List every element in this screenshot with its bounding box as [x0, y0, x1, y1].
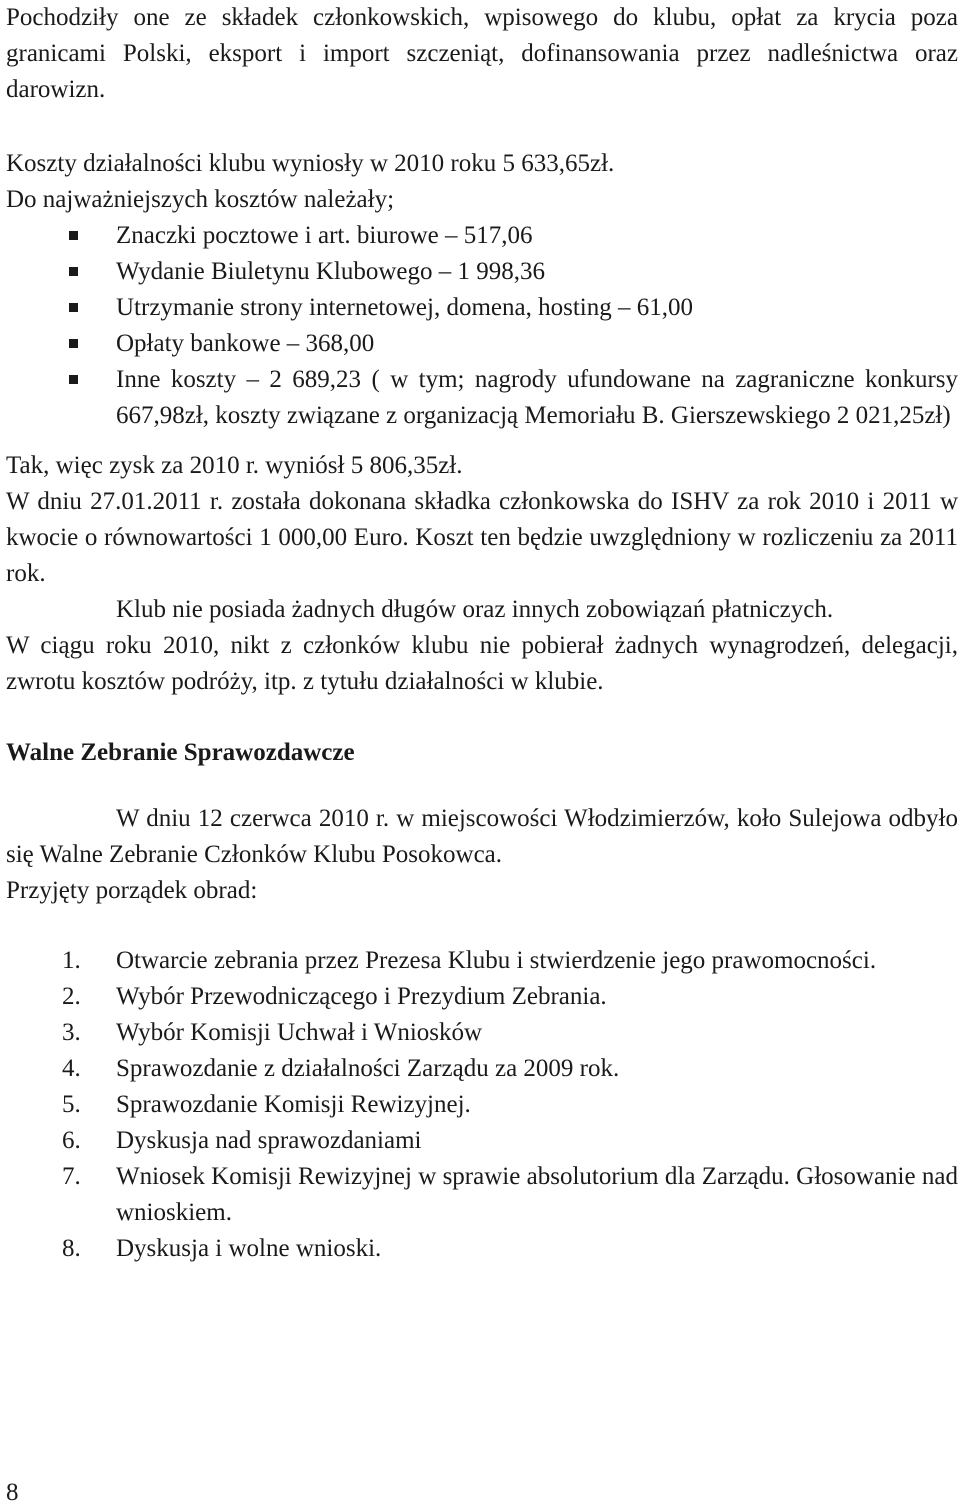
list-item [6, 1231, 958, 1267]
list-item [6, 1123, 958, 1159]
list-item [6, 362, 958, 434]
costs-total: Koszty działalności klubu wyniosły w 2010 roku 5 633,65zł. [6, 150, 615, 177]
list-item-number: 2. [62, 983, 81, 1010]
meeting-intro: W dniu 12 czerwca 2010 r. w miejscowości Włodzimierzów, koło Sulejowa odbyło się Walne Zebranie Członków Klubu Posokowca. [6, 805, 958, 868]
list-item [6, 290, 958, 326]
list-item-text: Dyskusja i wolne wnioski. [116, 1235, 382, 1262]
fee-paragraph: W dniu 27.01.2011 r. została dokonana składka członkowska do ISHV za rok 2010 i 2011 w kwocie o równowartości 1 000,00 Euro. Koszt ten będzie uwzględniony w rozliczeniu za 2011 rok. [6, 488, 958, 587]
list-item-text: Wybór Komisji Uchwał i Wniosków [116, 1019, 483, 1046]
list-item-text: Sprawozdanie z działalności Zarządu za 2009 rok. [116, 1055, 620, 1082]
list-item [6, 1051, 958, 1087]
list-item-text: Otwarcie zebrania przez Prezesa Klubu i stwierdzenie jego prawomocności. [116, 947, 877, 974]
list-item-text: Wydanie Biuletynu Klubowego – 1 998,36 [116, 258, 545, 285]
remuneration-paragraph: W ciągu roku 2010, nikt z członków klubu nie pobierał żadnych wynagrodzeń, delegacji, zwrotu kosztów podróży, itp. z tytułu działalności w klubie. [6, 632, 958, 695]
agenda-label: Przyjęty porządek obrad: [6, 877, 258, 904]
list-item [6, 1087, 958, 1123]
list-item-text: Inne koszty – 2 689,23 ( w tym; nagrody ufundowane na zagraniczne konkursy 667,98zł, koszty związane z organizacją Memoriału B. Gierszewskiego 2 021,25zł) [116, 366, 958, 429]
list-item-text: Znaczki pocztowe i art. biurowe – 517,06 [116, 222, 533, 249]
list-item [6, 1015, 958, 1051]
section-heading: Walne Zebranie Sprawozdawcze [6, 739, 355, 766]
list-item [6, 326, 958, 362]
list-item-text: Opłaty bankowe – 368,00 [116, 330, 375, 357]
intro-paragraph: Pochodziły one ze składek członkowskich, wpisowego do klubu, opłat za krycia poza granicami Polski, eksport i import szczeniąt, dofinansowania przez nadleśnictwa oraz darowizn. [6, 4, 958, 103]
list-item [6, 943, 958, 979]
list-item-number: 6. [62, 1127, 81, 1154]
square-bullet-icon [69, 303, 78, 312]
list-item-number: 7. [62, 1163, 81, 1190]
list-item-text: Dyskusja nad sprawozdaniami [116, 1127, 422, 1154]
square-bullet-icon [69, 267, 78, 276]
square-bullet-icon [69, 231, 78, 240]
list-item-number: 8. [62, 1235, 81, 1262]
list-item-number: 1. [62, 947, 81, 974]
debts-paragraph: Klub nie posiada żadnych długów oraz innych zobowiązań płatniczych. [116, 596, 834, 623]
costs-intro: Do najważniejszych kosztów należały; [6, 186, 395, 213]
agenda-list [6, 943, 958, 1267]
list-item-number: 4. [62, 1055, 81, 1082]
list-item [6, 218, 958, 254]
profit-line: Tak, więc zysk za 2010 r. wyniósł 5 806,35zł. [6, 452, 463, 479]
list-item [6, 254, 958, 290]
list-item [6, 1159, 958, 1231]
list-item-text: Wybór Przewodniczącego i Prezydium Zebrania. [116, 983, 607, 1010]
square-bullet-icon [69, 375, 78, 384]
list-item-number: 3. [62, 1019, 81, 1046]
document-page [6, 0, 958, 1267]
list-item [6, 979, 958, 1015]
list-item-text: Utrzymanie strony internetowej, domena, hosting – 61,00 [116, 294, 693, 321]
list-item-text: Wniosek Komisji Rewizyjnej w sprawie absolutorium dla Zarządu. Głosowanie nad wnioskiem. [116, 1163, 958, 1226]
list-item-text: Sprawozdanie Komisji Rewizyjnej. [116, 1091, 471, 1118]
costs-list [6, 218, 958, 434]
square-bullet-icon [69, 339, 78, 348]
list-item-number: 5. [62, 1091, 81, 1118]
page-number: 8 [6, 1479, 19, 1506]
